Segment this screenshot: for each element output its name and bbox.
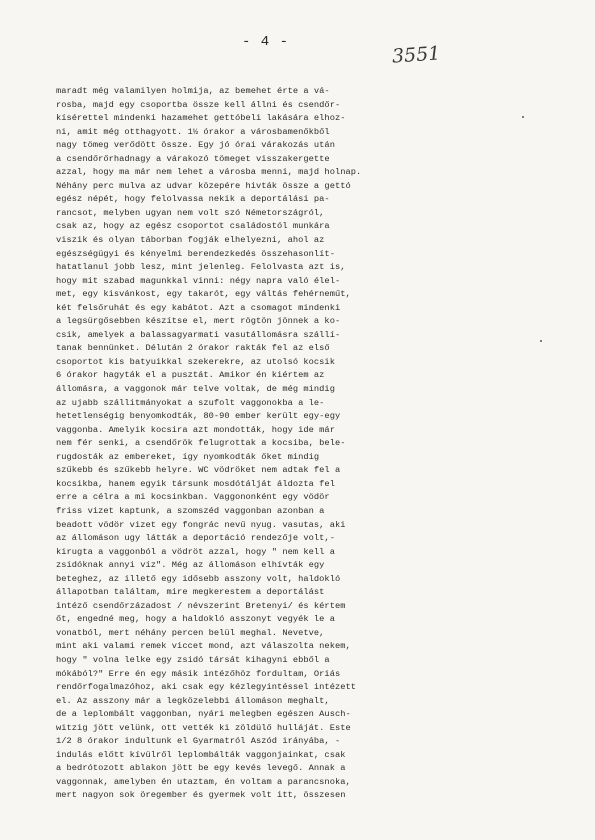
text-line: erre a célra a mi kocsinkban. Vaggononként egy vödör xyxy=(56,492,330,503)
text-line: mint aki valami remek viccet mond, azt válaszolta nekem, xyxy=(56,641,351,652)
text-line: rendőrfogalmazóhoz, aki csak egy kézlegyintéssel intézett xyxy=(56,682,357,693)
paper-speck xyxy=(522,116,524,118)
text-line: friss vizet kaptunk, a szomszéd vaggonban azonban a xyxy=(56,505,325,516)
text-line: mert nagyon sok öregember és gyermek volt itt, összesen xyxy=(56,790,346,801)
text-line: rosba, majd egy csoportba össze kell állni és csendőr- xyxy=(56,99,341,110)
text-line: hatatlanul jobb lesz, mint jelenleg. Felolvasta azt is, xyxy=(56,262,346,273)
text-line: hetetlenségig benyomkodták, 80-90 ember került egy-egy xyxy=(56,411,341,422)
text-line: csoportot kis batyuikkal szekerekre, az utolsó kocsik xyxy=(56,356,335,367)
text-line: hogy " volna lelke egy zsidó társát kihagyni ebből a xyxy=(56,654,330,665)
text-line: nagy tömeg verődött össze. Egy jó órai várakozás után xyxy=(56,140,335,151)
text-line: ni, amit még otthagyott. 1½ órakor a városbamenőkből xyxy=(56,126,330,137)
text-line: 1/2 8 órakor indultunk el Gyarmatról Aszód irányába, - xyxy=(56,736,341,747)
text-line: kocsikba, hanem egyik társunk mosdótálját áldozta fel xyxy=(56,478,335,489)
text-line: hogy mit szabad magunkkal vinni: négy napra való élel- xyxy=(56,275,341,286)
text-line: őt, engedné meg, hogy a haldokló asszonyt vegyék le a xyxy=(56,614,335,625)
text-line: egészségügyi és kényelmi berendezkedés összehasonlít- xyxy=(56,248,335,259)
text-line: vaggonba. Amelyik kocsira azt mondották, hogy ide már xyxy=(56,424,335,435)
text-line: az ujabb szállitmányokat a szufolt vaggonokba a le- xyxy=(56,397,325,408)
text-line: az állomáson ugy látták a deportáció rendezője volt,- xyxy=(56,533,335,544)
text-line: nem fér senki, a csendőrök felugrottak a kocsiba, bele- xyxy=(56,438,346,449)
text-line: állomásra, a vaggonok már telve voltak, de még mindig xyxy=(56,384,335,395)
text-line: kísérettel mindenki hazamehet gettóbeli lakására elhoz- xyxy=(56,113,346,124)
text-line: csak az, hogy az egész csoportot családostól munkára xyxy=(56,221,330,232)
text-line: a csendőrőrhadnagy a várakozó tömeget visszakergette xyxy=(56,153,330,164)
text-line: rancsot, melyben ugyan nem volt szó Németországról, xyxy=(56,207,325,218)
text-line: el. Az asszony már a legközelebbi állomáson meghalt, xyxy=(56,695,330,706)
text-line: zsidóknak annyi víz". Még az állomáson elhívták egy xyxy=(56,560,325,571)
text-line: állapotban találtam, mire megkerestem a deportálást xyxy=(56,587,325,598)
text-line: kirugta a vaggonból a vödröt azzal, hogy " nem kell a xyxy=(56,546,335,557)
body-text xyxy=(56,85,576,803)
text-line: a bedrótozott ablakon jött be egy kevés levegő. Annak a xyxy=(56,763,346,774)
paper-speck xyxy=(540,340,542,342)
text-line: vaggonnak, amelyben én utaztam, én voltam a parancsnoka, xyxy=(56,776,351,787)
text-line: 6 órakor hagyták el a pusztát. Amikor én kiértem az xyxy=(56,370,325,381)
text-line: szűkebb és szűkebb helyre. WC vödröket nem adtak fel a xyxy=(56,465,341,476)
text-line: egész népét, hogy felolvassa nekik a deportálási pa- xyxy=(56,194,330,205)
text-line: rugdosták az embereket, így nyomkodták őket mindig xyxy=(56,451,320,462)
text-line: met, egy kisvánkost, egy takarót, egy váltás fehérneműt, xyxy=(56,289,351,300)
text-line: indulás előtt kívülről leplombálták vaggonjainkat, csak xyxy=(56,749,346,760)
text-line: vonatból, mert néhány percen belül meghal. Nevetve, xyxy=(56,627,325,638)
text-line: a legsürgősebben készítse el, mert rögtön jönnek a ko- xyxy=(56,316,341,327)
text-line: intéző csendőrzázadost / névszerint Bretenyi/ és kértem xyxy=(56,600,346,611)
text-line: azzal, hogy ma már nem lehet a városba menni, majd holnap. xyxy=(56,167,362,178)
text-line: mókából?" Erre én egy másik intézőhöz fordultam, Oriás xyxy=(56,668,341,679)
archive-number-handwritten: 3551 xyxy=(391,42,442,68)
text-line: két felsőruhát és egy kabátot. Azt a csomagot mindenki xyxy=(56,302,341,313)
text-line: maradt még valamilyen holmija, az bemehet érte a vá- xyxy=(56,86,330,96)
text-line: witzig jött velünk, ott vették ki zöldülő hulláját. Este xyxy=(56,722,351,733)
text-line: csik, amelyek a balassagyarmati vasutállomásra szállí- xyxy=(56,329,341,340)
text-line: beadott vödör vizet egy fongrác nevű nyug. vasutas, aki xyxy=(56,519,346,530)
text-line: viszik és olyan táborban fogják elhelyezni, ahol az xyxy=(56,235,325,246)
page-number: - 4 - xyxy=(242,34,290,50)
text-line: Néhány perc mulva az udvar közepére hivták össze a gettó xyxy=(56,180,351,191)
text-line: de a leplombált vaggonban, nyári melegben egészen Ausch- xyxy=(56,709,351,720)
text-line: beteghez, az illető egy idősebb asszony volt, haldokló xyxy=(56,573,341,584)
text-line: tanak bennünket. Délután 2 órakor rakták fel az első xyxy=(56,343,330,354)
